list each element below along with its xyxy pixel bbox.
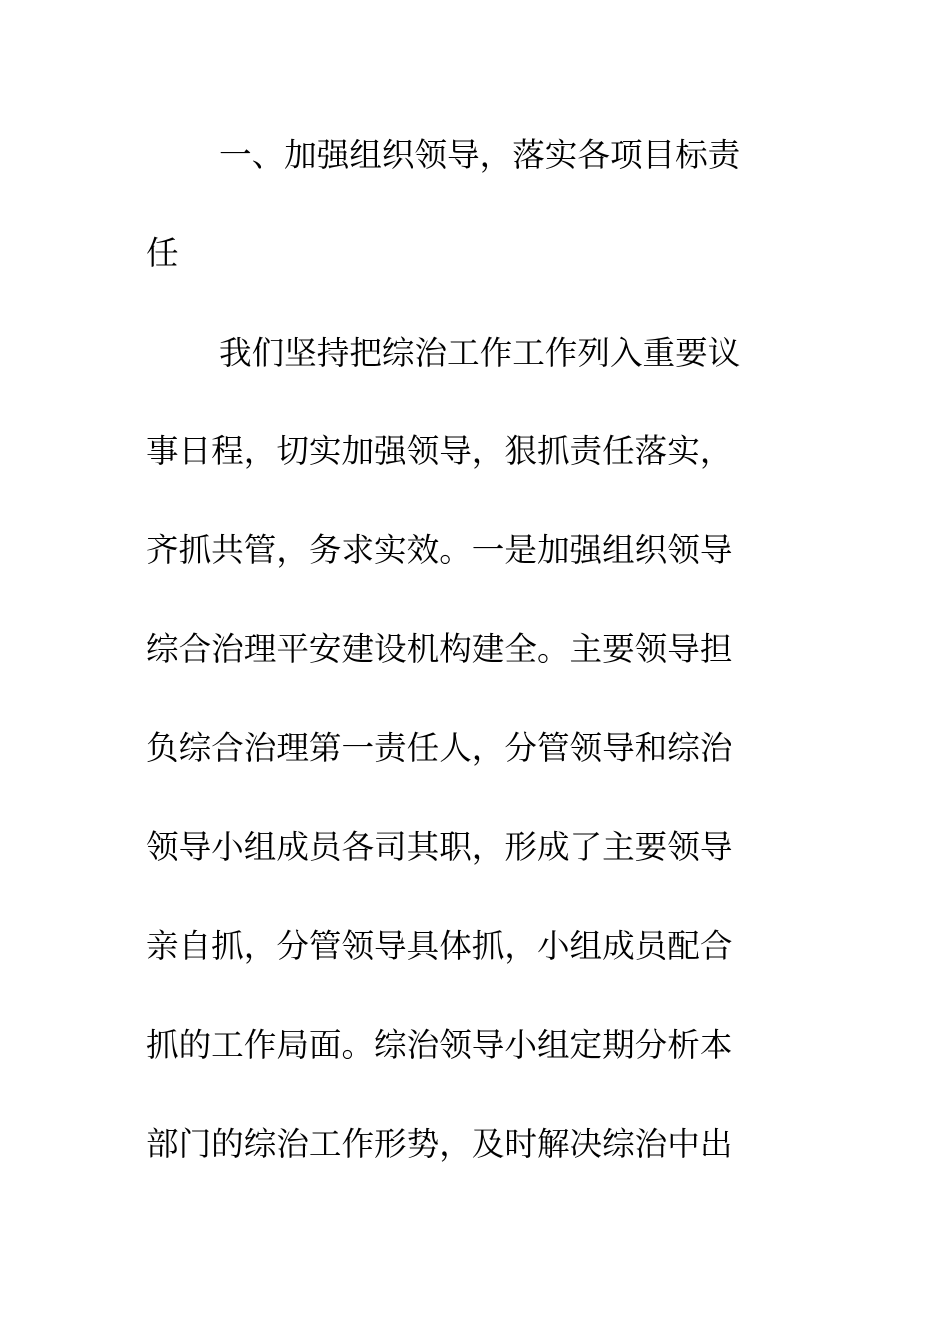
paragraph-line-8: 抓的工作局面。综治领导小组定期分析本: [146, 1026, 733, 1064]
paragraph-line-1: 我们坚持把综治工作工作列入重要议: [219, 334, 741, 372]
paragraph-line-5: 负综合治理第一责任人，分管领导和综治: [146, 729, 733, 767]
section-heading-line-1: 一、加强组织领导，落实各项目标责: [219, 136, 741, 174]
paragraph-line-7: 亲自抓，分管领导具体抓，小组成员配合: [146, 927, 733, 965]
paragraph-line-4: 综合治理平安建设机构建全。主要领导担: [146, 630, 733, 668]
section-heading-line-2: 任: [146, 234, 179, 272]
paragraph-line-9: 部门的综治工作形势，及时解决综治中出: [146, 1125, 733, 1163]
paragraph-line-6: 领导小组成员各司其职，形成了主要领导: [146, 828, 733, 866]
paragraph-line-3: 齐抓共管，务求实效。一是加强组织领导: [146, 531, 733, 569]
paragraph-line-2: 事日程，切实加强领导，狠抓责任落实，: [146, 432, 733, 470]
